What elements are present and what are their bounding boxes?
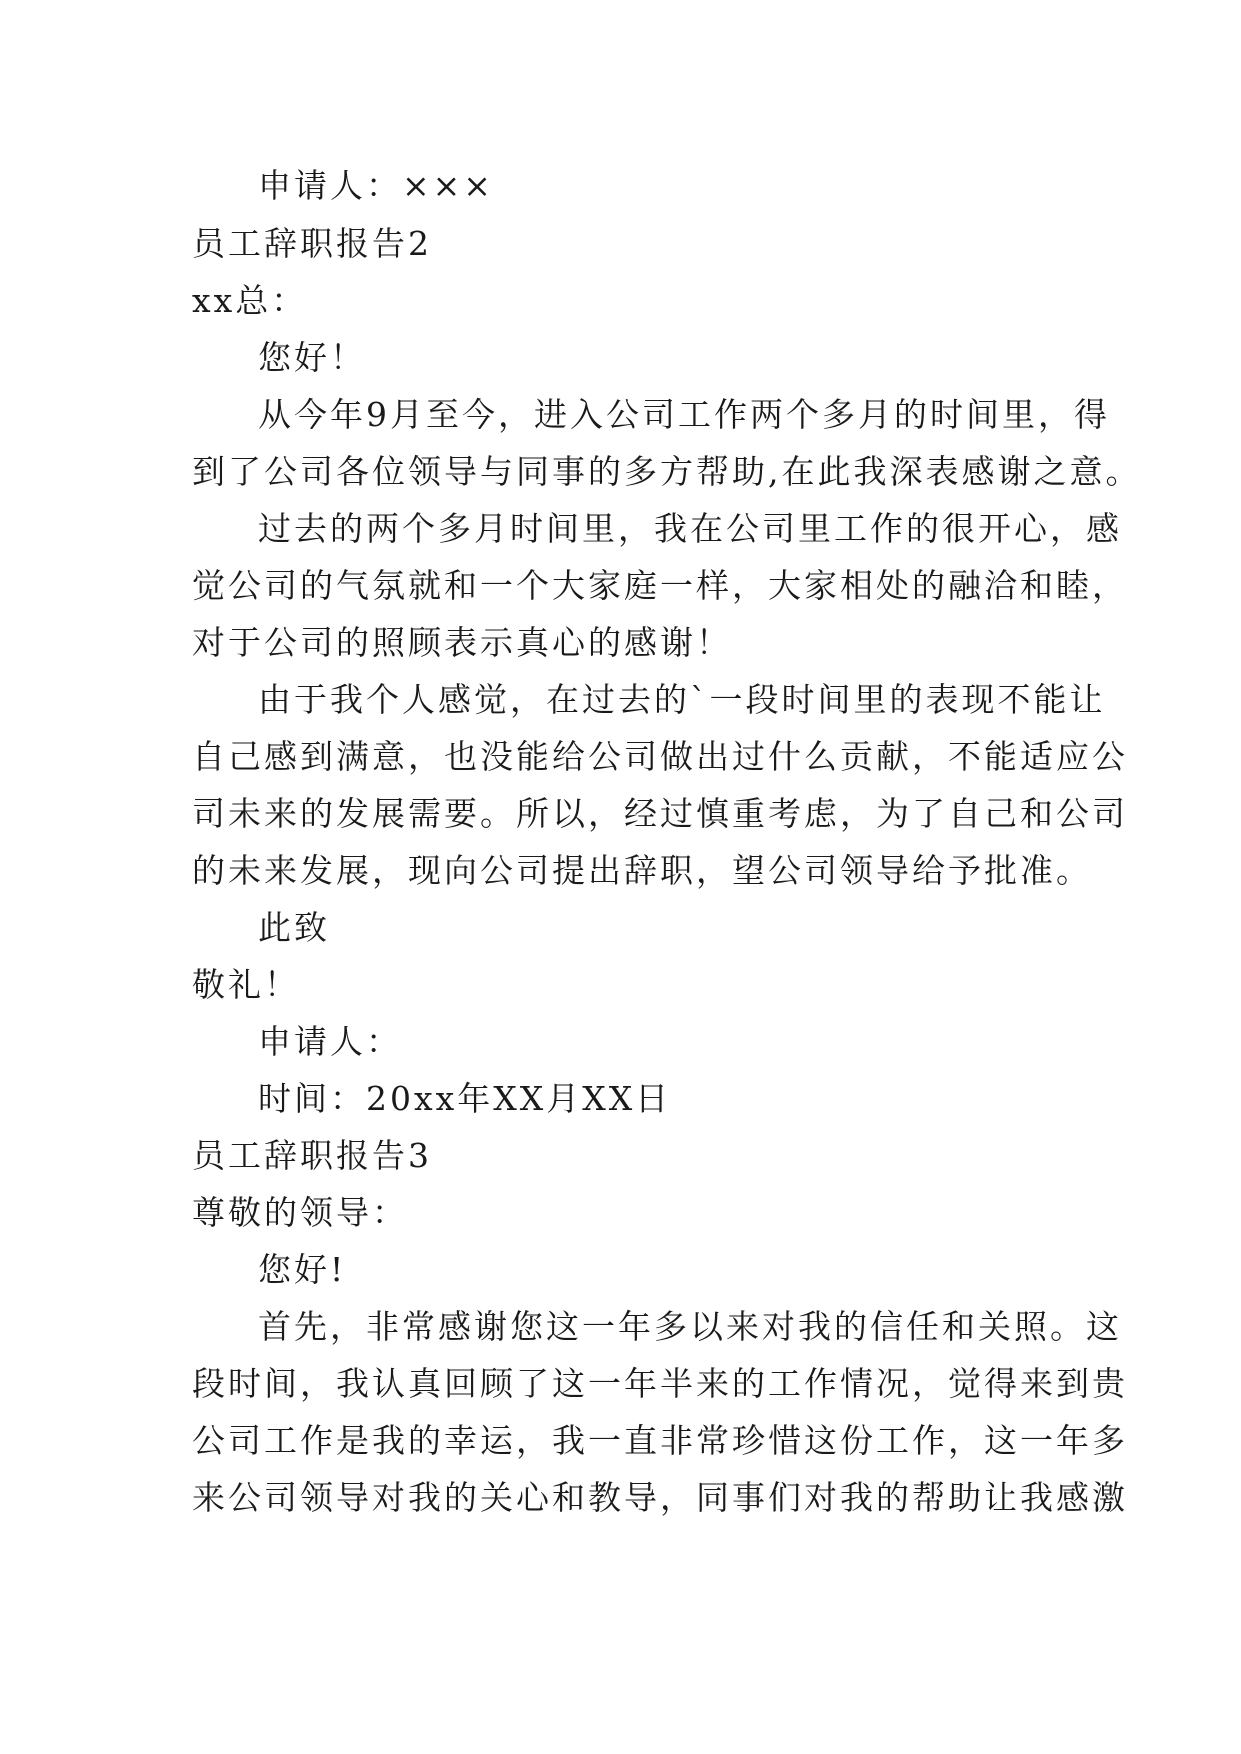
section-title-2: 员工辞职报告2	[192, 224, 432, 263]
body-line: 由于我个人感觉，在过去的`一段时间里的表现不能让	[258, 680, 1106, 719]
applicant-line-2: 申请人：	[258, 1022, 402, 1061]
body-line: 来公司领导对我的关心和教导，同事们对我的帮助让我感激	[192, 1478, 1128, 1517]
salutation-2: 尊敬的领导：	[192, 1193, 408, 1232]
salutation-1: xx总：	[192, 281, 308, 320]
body-line: 过去的两个多月时间里，我在公司里工作的很开心，感	[258, 509, 1122, 548]
date-line: 时间：20xx年XX月XX日	[258, 1079, 672, 1118]
greeting-2: 您好!	[258, 1250, 347, 1289]
body-line: 对于公司的照顾表示真心的感谢！	[192, 623, 732, 662]
closing-regards: 敬礼！	[192, 965, 300, 1004]
section-title-3: 员工辞职报告3	[192, 1136, 432, 1175]
body-line: 到了公司各位领导与同事的多方帮助,在此我深表感谢之意。	[192, 452, 1142, 491]
closing-line: 此致	[258, 908, 330, 947]
body-line: 自己感到满意，也没能给公司做出过什么贡献，不能适应公	[192, 737, 1128, 776]
body-line: 觉公司的气氛就和一个大家庭一样，大家相处的融洽和睦，	[192, 566, 1128, 605]
body-line: 从今年9月至今，进入公司工作两个多月的时间里，得	[258, 395, 1110, 434]
applicant-line-1: 申请人：×××	[258, 166, 494, 205]
greeting-1: 您好！	[258, 338, 366, 377]
body-line: 司未来的发展需要。所以，经过慎重考虑，为了自己和公司	[192, 794, 1128, 833]
body-line: 公司工作是我的幸运，我一直非常珍惜这份工作，这一年多	[192, 1421, 1128, 1460]
body-line: 的未来发展，现向公司提出辞职，望公司领导给予批准。	[192, 851, 1092, 890]
body-line: 首先，非常感谢您这一年多以来对我的信任和关照。这	[258, 1307, 1122, 1346]
body-line: 段时间，我认真回顾了这一年半来的工作情况，觉得来到贵	[192, 1364, 1128, 1403]
